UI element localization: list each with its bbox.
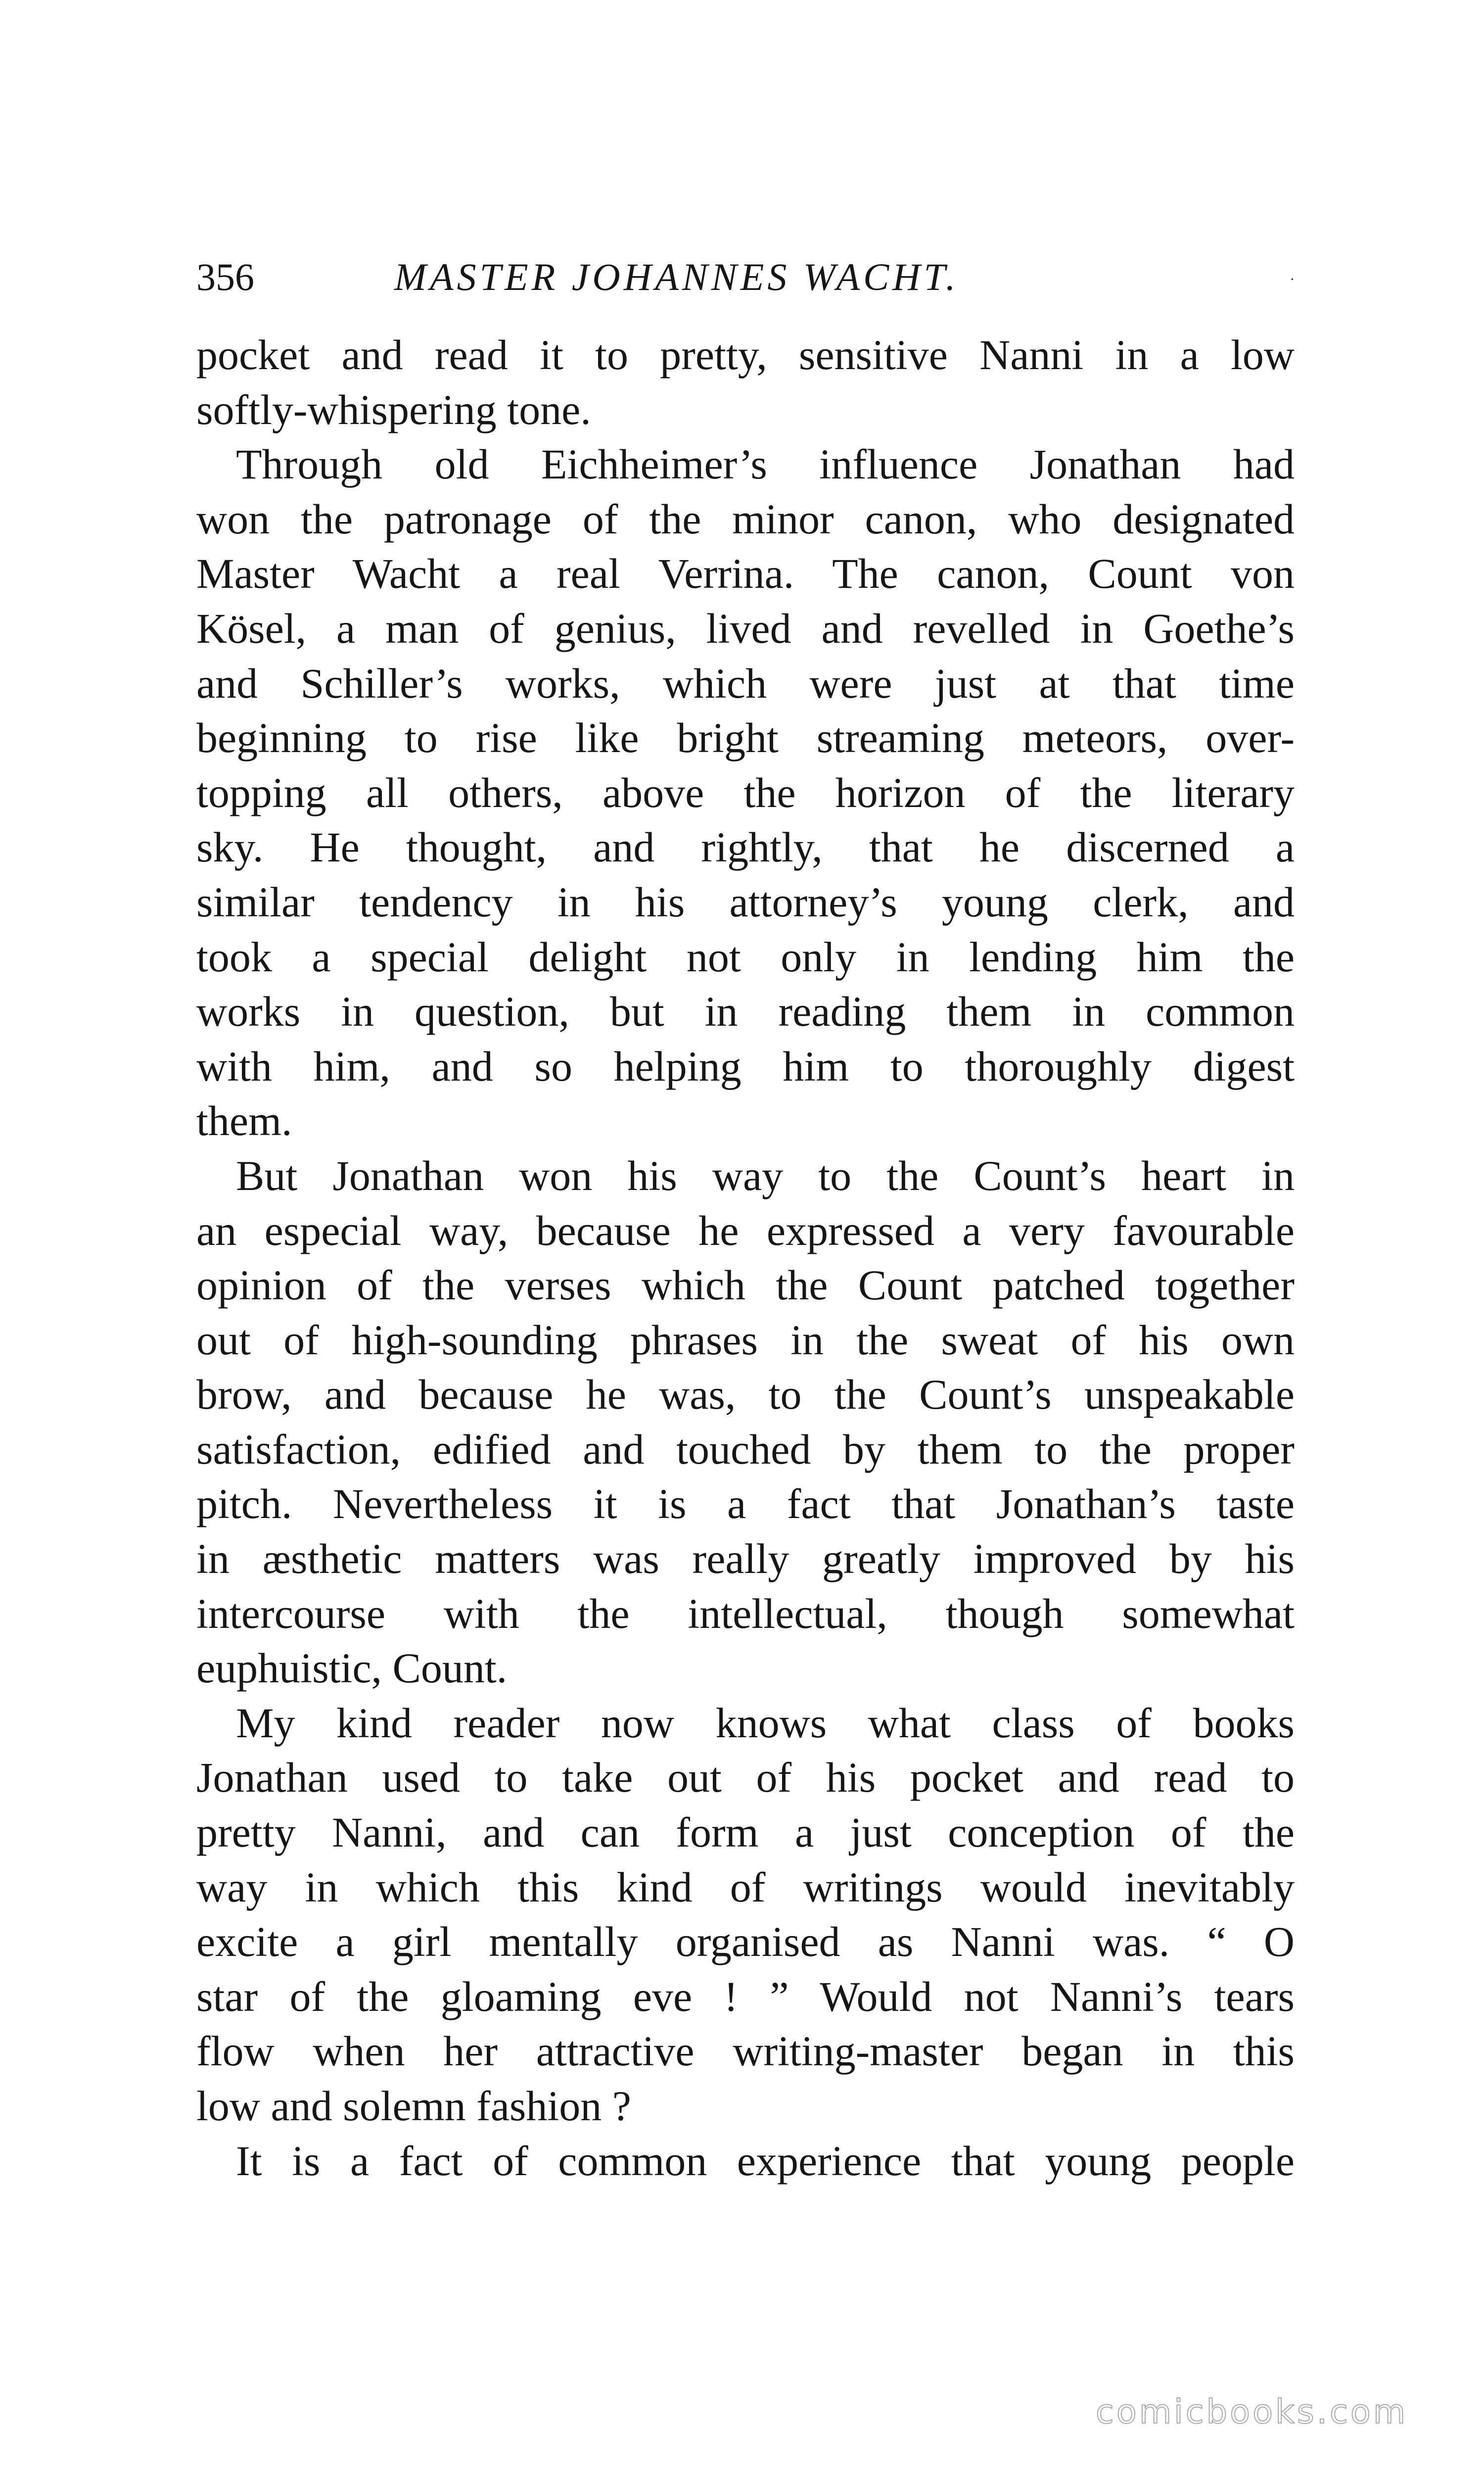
text-line: flow when her attractive writing-master began in this [196, 2027, 1295, 2075]
text-line: took a special delight not only in lending him the [196, 933, 1295, 981]
text-line: Jonathan used to take out of his pocket and read to [196, 1754, 1295, 1802]
text-line: softly-whispering tone. [196, 385, 591, 433]
text-line: euphuistic, Count. [196, 1644, 508, 1692]
text-line: Kösel, a man of genius, lived and revelled in Goethe’s [196, 604, 1295, 652]
text-line: pretty Nanni, and can form a just conception of the [196, 1808, 1295, 1856]
paragraph-first-line: But Jonathan won his way to the Count’s heart in [236, 1151, 1295, 1199]
text-line: satisfaction, edified and touched by them to the proper [196, 1425, 1295, 1473]
text-line: intercourse with the intellectual, though somewhat [196, 1589, 1295, 1637]
text-line: in æsthetic matters was really greatly improved by his [196, 1535, 1295, 1583]
page-number: 356 [196, 255, 254, 298]
text-line: and Schiller’s works, which were just at that time [196, 659, 1295, 707]
text-line: pocket and read it to pretty, sensitive Nanni in a low [196, 331, 1295, 379]
text-line: low and solemn fashion ? [196, 2082, 631, 2130]
text-line: works in question, but in reading them in common [196, 988, 1295, 1036]
text-line: an especial way, because he expressed a very favourable [196, 1206, 1295, 1254]
watermark: comicbooks.com [1096, 2392, 1408, 2431]
text-line: sky. He thought, and rightly, that he discerned a [196, 823, 1295, 871]
running-head [196, 253, 1295, 301]
text-line: them. [196, 1097, 292, 1145]
paragraph-first-line: My kind reader now knows what class of books [236, 1699, 1295, 1747]
text-line: won the patronage of the minor canon, who designated [196, 495, 1295, 543]
text-line: Master Wacht a real Verrina. The canon, Count von [196, 550, 1295, 598]
paragraph-first-line: Through old Eichheimer’s influence Jonathan had [236, 440, 1295, 488]
text-line: topping all others, above the horizon of the literary [196, 768, 1295, 816]
header-mark: · [1290, 272, 1295, 287]
text-line: brow, and because he was, to the Count’s unspeakable [196, 1371, 1295, 1419]
running-title: MASTER JOHANNES WACHT. [394, 255, 959, 298]
paragraph-first-line: It is a fact of common experience that young people [236, 2137, 1295, 2185]
text-line: similar tendency in his attorney’s young clerk, and [196, 878, 1295, 926]
text-line: with him, and so helping him to thoroughly digest [196, 1042, 1295, 1090]
text-line: excite a girl mentally organised as Nanni was. “ O [196, 1918, 1295, 1966]
text-line: opinion of the verses which the Count patched together [196, 1261, 1295, 1309]
text-line: way in which this kind of writings would inevitably [196, 1863, 1295, 1911]
body-text [196, 328, 1295, 2188]
text-line: pitch. Nevertheless it is a fact that Jonathan’s taste [196, 1480, 1295, 1528]
text-line: star of the gloaming eve ! ” Would not Nanni’s tears [196, 1972, 1295, 2020]
text-line: out of high-sounding phrases in the sweat of his own [196, 1316, 1295, 1364]
text-line: beginning to rise like bright streaming meteors, over- [196, 714, 1295, 762]
